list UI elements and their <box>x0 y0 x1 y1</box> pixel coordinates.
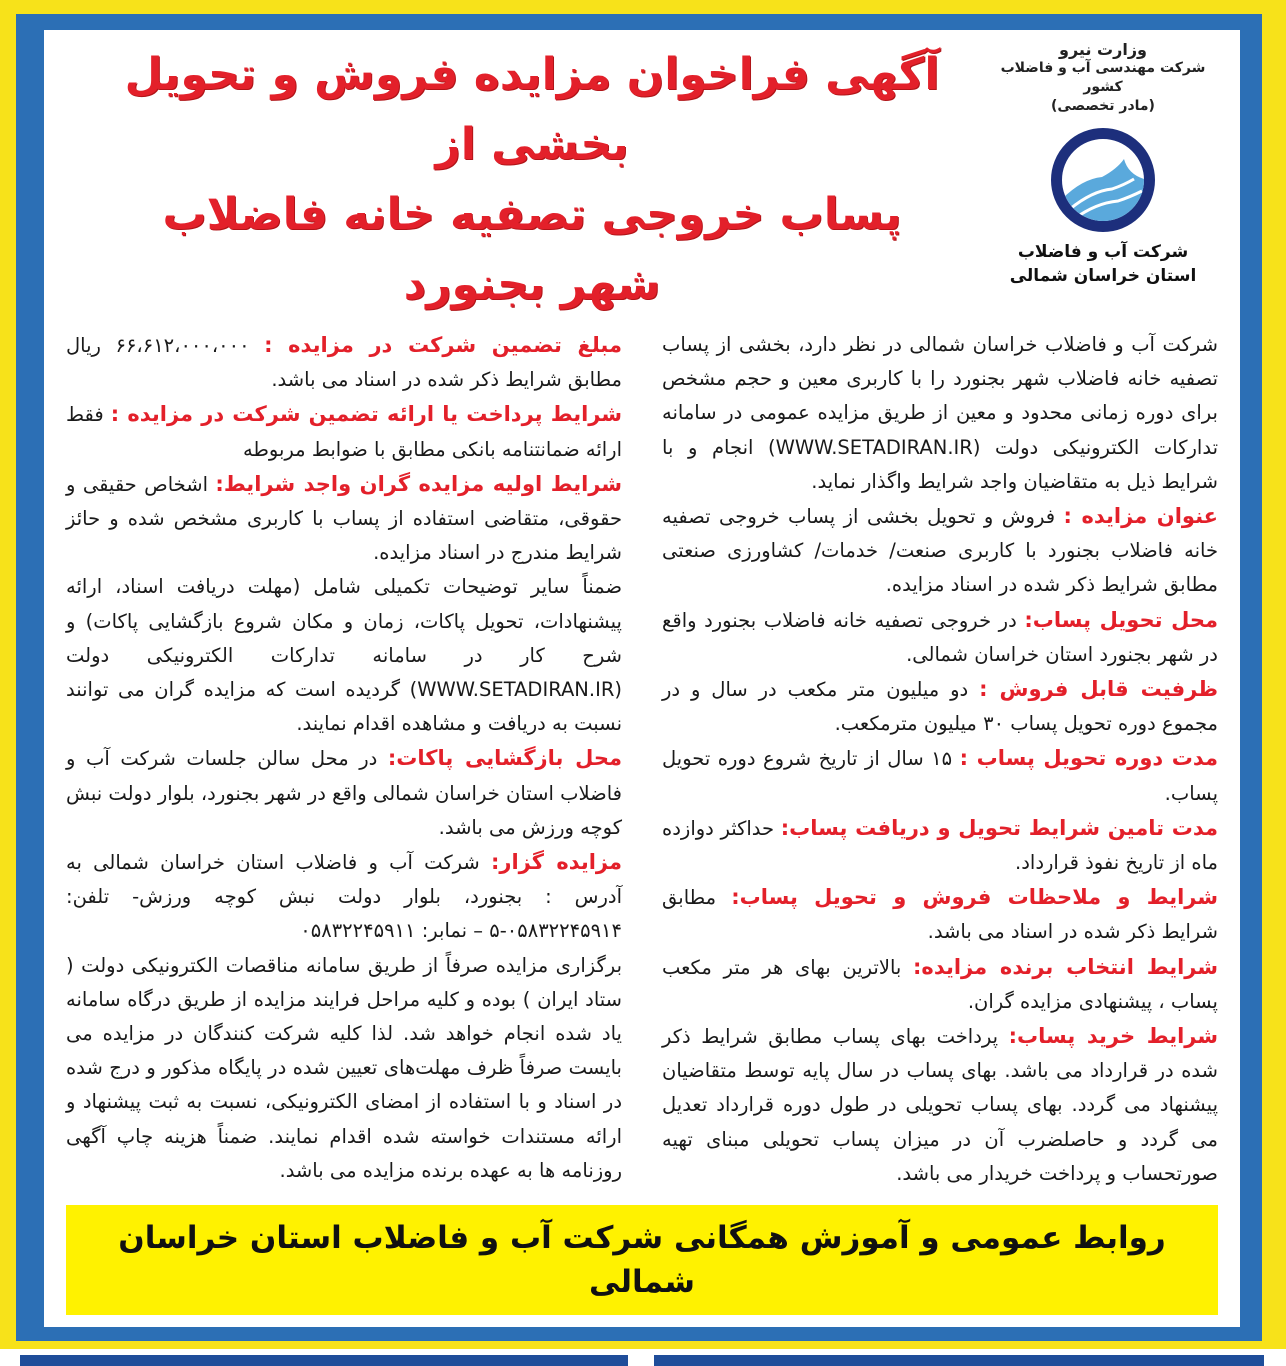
sale-conditions-section <box>662 880 1218 949</box>
section-label: مدت تامین شرایط تحویل و دریافت پساب: <box>780 815 1218 840</box>
columns <box>66 328 1218 1191</box>
section-text: در خروجی تصفیه خانه فاضلاب بجنورد واقع در شهر بجنورد استان خراسان شمالی. <box>662 608 1218 666</box>
section-label: مدت دوره تحویل پساب : <box>959 746 1218 771</box>
water-wave-logo-icon <box>1051 128 1155 232</box>
ministry-name: وزارت نیرو <box>1059 40 1147 59</box>
footer-banner: روابط عمومی و آموزش همگانی شرکت آب و فاضلاب استان خراسان شمالی <box>66 1205 1218 1315</box>
section-text: ۱۵ سال از تاریخ شروع دوره تحویل پساب. <box>662 747 1218 805</box>
section-label: مزایده گزار: <box>490 850 622 875</box>
ad-body <box>44 30 1240 1327</box>
guarantee-amount-section <box>66 328 622 397</box>
auctioneer-section <box>66 845 622 949</box>
section-text: ۶۶،۶۱۲،۰۰۰،۰۰۰ ریال مطابق شرایط ذکر شده در اسناد می باشد. <box>66 334 622 392</box>
section-text: دو میلیون متر مکعب در سال و در مجموع دوره تحویل پساب ۳۰ میلیون مترمکعب. <box>662 678 1218 736</box>
capacity-section <box>662 672 1218 741</box>
section-label: شرایط انتخاب برنده مزایده: <box>913 954 1218 979</box>
parent-company-type: (مادر تخصصی) <box>1051 98 1155 114</box>
section-text: فقط ارائه ضمانتنامه بانکی مطابق با ضوابط مربوطه <box>66 403 622 461</box>
ad-header <box>66 40 1218 320</box>
section-label: مبلغ تضمین شرکت در مزایده : <box>264 333 622 357</box>
next-ad-strip <box>654 1355 1264 1366</box>
purchase-conditions-section <box>662 1019 1218 1191</box>
section-text: فروش و تحویل بخشی از پساب خروجی تصفیه خانه فاضلاب بجنورد با کاربری صنعت/ خدمات/ کشاورزی صنعتی مطابق شرایط ذکر شده در اسناد مزایده. <box>662 505 1218 597</box>
section-label: شرایط اولیه مزایده گران واجد شرایط: <box>215 471 622 496</box>
next-ads-row <box>0 1349 1286 1366</box>
right-column <box>662 328 1218 1191</box>
opening-location-section <box>66 741 622 845</box>
additional-info-paragraph <box>66 570 622 741</box>
section-text: شرکت آب و فاضلاب استان خراسان شمالی به آدرس : بجنورد، بلوار دولت نبش کوچه ورزش- تلفن: ۰۵۸۳۲۲۴۵۹۱۴-۵ – نمابر: ۰۵۸۳۲۲۴۵۹۱۱ <box>66 851 622 943</box>
company-name: شرکت آب و فاضلاب <box>1017 242 1189 262</box>
section-text: در محل سالن جلسات شرکت آب و فاضلاب استان خراسان شمالی واقع در شهر بجنورد، بلوار دولت نبش کوچه ورزش می باشد. <box>66 747 622 839</box>
auction-title-section <box>662 499 1218 603</box>
delivery-location-section <box>662 603 1218 672</box>
ad-title <box>66 40 988 320</box>
parent-company-name: شرکت مهندسی آب و فاضلاب کشور <box>1000 60 1206 95</box>
preparation-period-section <box>662 811 1218 880</box>
paragraph-text: برگزاری مزایده صرفاً از طریق سامانه مناقصات الکترونیکی دولت ( ستاد ایران ) بوده و کلیه مراحل فرایند مزایده از طریق درگاه سامانه یاد شده انجام خواهد شد. لذا کلیه شرکت کنندگان در مزایده می بایست صرفاً ظرف مهلت‌های تعیین شده در پایگاه مذکور و درج شده در اسناد و با استفاده از امضای الکترونیکی، نسبت به ثبت پیشنهاد و ارائه مستندات خواسته شده اقدام نمایند. ضمناً هزینه چاپ آگهی روزنامه ها به عهده برنده مزایده می باشد. <box>66 953 622 1182</box>
procedure-paragraph <box>66 949 622 1188</box>
left-column <box>66 328 622 1191</box>
intro-paragraph <box>662 328 1218 499</box>
section-label: عنوان مزایده : <box>1063 504 1218 529</box>
organization-logo-block <box>988 40 1218 288</box>
section-label: شرایط و ملاحظات فروش و تحویل پساب: <box>731 885 1218 910</box>
section-label: ظرفیت قابل فروش : <box>979 677 1218 702</box>
paragraph-text: شرکت آب و فاضلاب خراسان شمالی در نظر دارد، بخشی از پساب تصفیه خانه فاضلاب شهر بجنورد را با کاربری معین و حجم مشخص برای دوره زمانی محدود و معین از طریق مزایده عمومی در سامانه تدارکات الکترونیکی دولت (WWW.SETADIRAN.IR) انجام و با شرایط ذیل به متقاضیان واجد شرایط واگذار نماید. <box>662 333 1219 493</box>
bidder-eligibility-section <box>66 467 622 571</box>
delivery-period-section <box>662 741 1218 810</box>
title-line: آگهی فراخوان مزایده فروش و تحویل بخشی از <box>124 49 940 170</box>
next-ad-strip <box>20 1355 628 1366</box>
section-text: حداکثر دوازده ماه از تاریخ نفوذ قرارداد. <box>662 816 1218 875</box>
winner-selection-section <box>662 950 1218 1019</box>
section-text: مطابق شرایط ذکر شده در اسناد می باشد. <box>662 886 1218 944</box>
blue-frame <box>16 14 1262 1341</box>
section-label: شرایط خرید پساب: <box>1008 1024 1219 1049</box>
section-text: اشخاص حقیقی و حقوقی، متقاضی استفاده از پساب با کاربری مشخص شده و حائز شرایط مندرج در اسناد مزایده. <box>66 472 622 565</box>
paragraph-text: ضمناً سایر توضیحات تکمیلی شامل (مهلت دریافت اسناد، ارائه پیشنهادات، تحویل پاکات، زمان و مکان شروع بازگشایی پاکات) و شرح کار در سامانه تدارکات الکترونیکی دولت (WWW.SETADIRAN.IR) گردیده است که مزایده گران می توانند نسبت به دریافت و مشاهده اقدام نمایند. <box>66 575 622 736</box>
section-text: پرداخت بهای پساب مطابق شرایط ذکر شده در قرارداد می باشد. بهای پساب در سال پایه توسط متقاضیان پیشنهاد می گردد. بهای پساب تحویلی در طول دوره قرارداد تعدیل می گردد و حاصلضرب آن در میزان پساب تحویلی مبنای تهیه صورتحساب و پرداخت خریدار می باشد. <box>662 1025 1218 1185</box>
company-province: استان خراسان شمالی <box>1009 266 1197 286</box>
section-label: محل تحویل پساب: <box>1024 607 1219 632</box>
section-text: بالاترین بهای هر متر مکعب پساب ، پیشنهادی مزایده گران. <box>662 955 1218 1013</box>
section-label: شرایط پرداخت یا ارائه تضمین شرکت در مزایده : <box>110 402 623 427</box>
title-line: پساب خروجی تصفیه خانه فاضلاب <box>162 189 902 240</box>
section-label: محل بازگشایی پاکات: <box>387 746 622 771</box>
guarantee-payment-section <box>66 397 622 466</box>
title-line: شهر بجنورد <box>403 259 661 310</box>
